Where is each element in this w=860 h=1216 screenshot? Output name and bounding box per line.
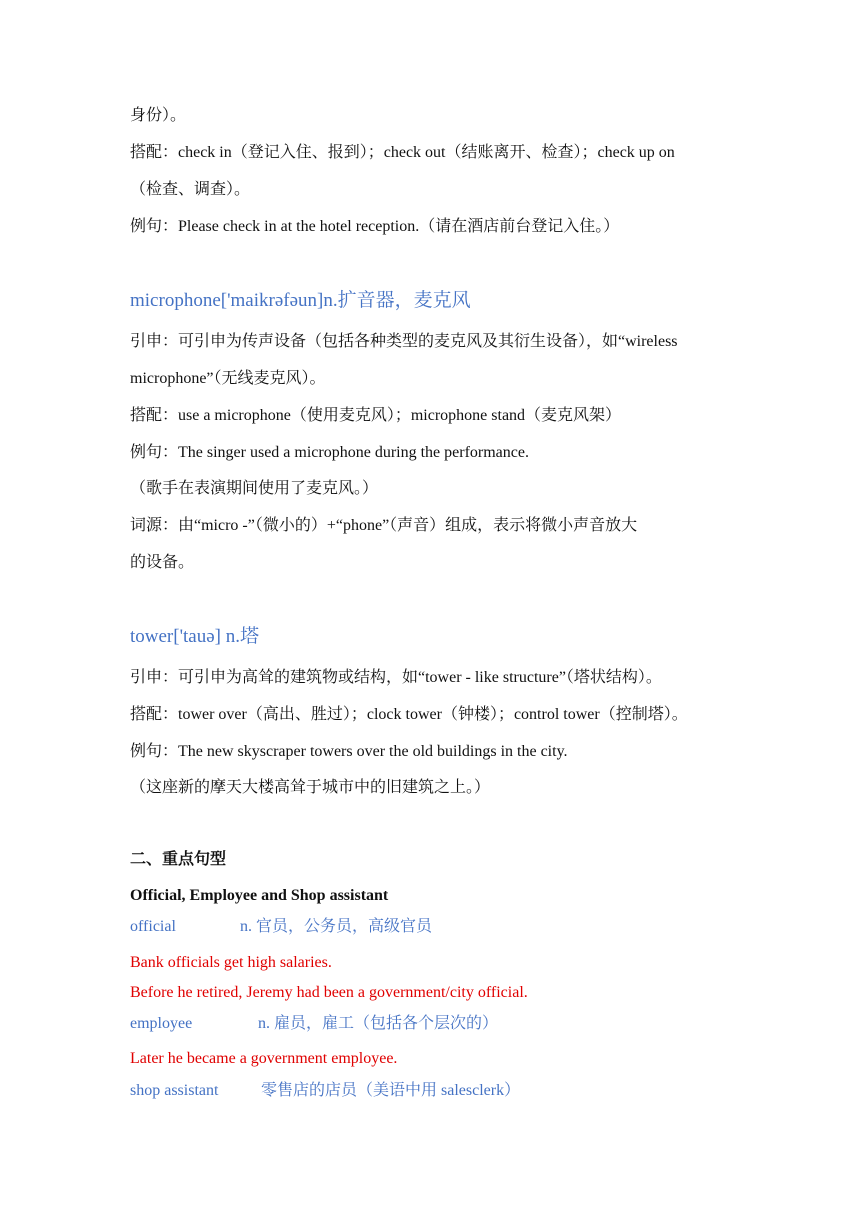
section-title: 二、重点句型 [130, 851, 227, 868]
microphone-example: 例句：The singer used a microphone during the performance. [130, 444, 529, 461]
check-identity-tail: 身份）。 [130, 107, 187, 124]
microphone-collocation: 搭配：use a microphone（使用麦克风）；microphone stand（麦克风架） [130, 407, 622, 424]
employee-example-1: Later he became a government employee. [130, 1050, 398, 1067]
official-definition: n. 官员，公务员，高级官员 [240, 918, 433, 935]
shop-assistant-word: shop assistant [130, 1082, 219, 1099]
shop-assistant-definition: 零售店的店员（美语中用 salesclerk） [261, 1082, 521, 1099]
microphone-etymology-cont: 的设备。 [130, 554, 195, 571]
employee-definition: n. 雇员，雇工（包括各个层次的） [258, 1015, 499, 1032]
tower-extension: 引申：可引申为高耸的建筑物或结构，如“tower - like structure”（塔状结构）。 [130, 669, 662, 686]
microphone-extension: 引申：可引申为传声设备（包括各种类型的麦克风及其衍生设备），如“wireless [130, 333, 678, 350]
section-subtitle: Official, Employee and Shop assistant [130, 887, 389, 904]
microphone-heading: microphone['maikrəfəun]n.扩音器，麦克风 [130, 290, 471, 311]
tower-heading: tower['tauə] n.塔 [130, 626, 259, 647]
microphone-etymology: 词源：由“micro -”（微小的）+“phone”（声音）组成，表示将微小声音放大 [130, 517, 638, 534]
check-collocation: 搭配：check in（登记入住、报到）；check out（结账离开、检查）；check up on [130, 144, 675, 161]
microphone-extension-cont: microphone”（无线麦克风）。 [130, 370, 326, 387]
official-word: official [130, 918, 176, 935]
tower-example-translation: （这座新的摩天大楼高耸于城市中的旧建筑之上。） [130, 779, 491, 796]
check-example: 例句：Please check in at the hotel reception.（请在酒店前台登记入住。） [130, 218, 620, 235]
official-example-1: Bank officials get high salaries. [130, 954, 332, 971]
microphone-example-translation: （歌手在表演期间使用了麦克风。） [130, 480, 379, 497]
employee-word: employee [130, 1015, 193, 1032]
tower-example: 例句：The new skyscraper towers over the old buildings in the city. [130, 743, 568, 760]
official-example-2: Before he retired, Jeremy had been a government/city official. [130, 984, 528, 1001]
check-collocation-cont: （检查、调查）。 [130, 181, 251, 198]
tower-collocation: 搭配：tower over（高出、胜过）；clock tower（钟楼）；control tower（控制塔）。 [130, 706, 688, 723]
